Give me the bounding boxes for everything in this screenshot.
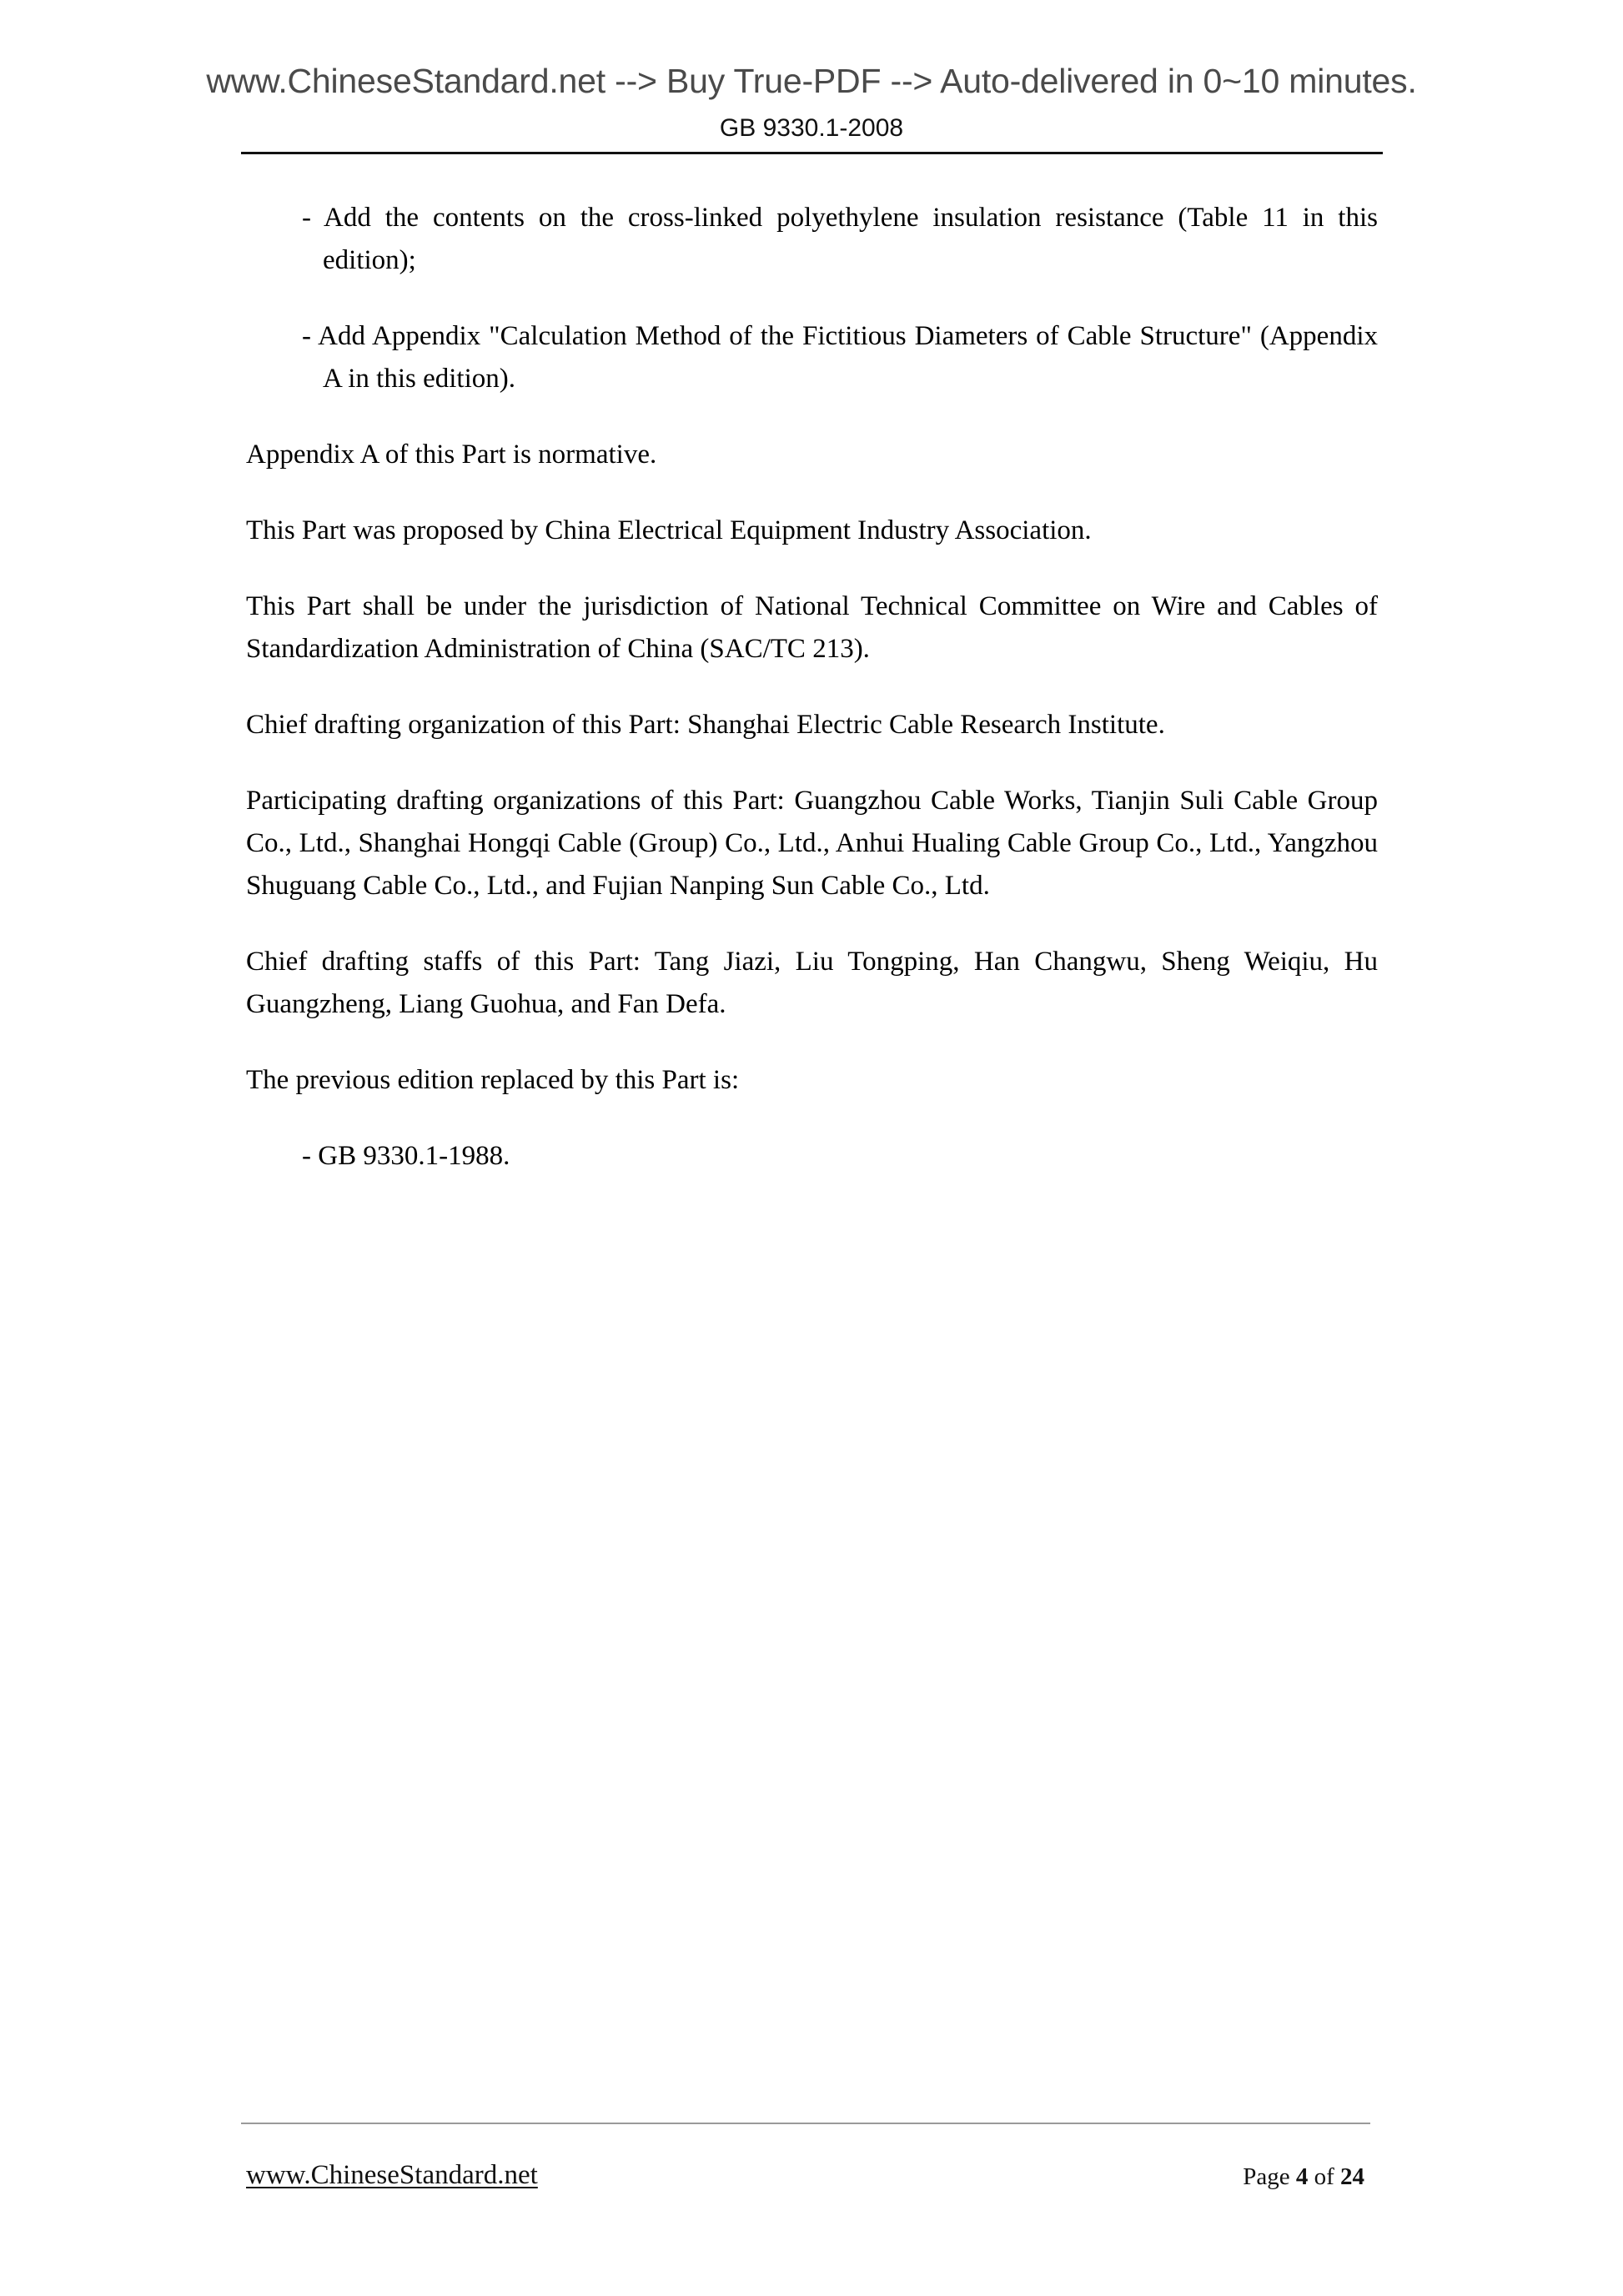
page-indicator xyxy=(1243,2162,1364,2192)
participating-organizations: Participating drafting organizations of this Part: Guangzhou Cable Works, Tianjin Suli Cable Group Co., Ltd., Shanghai Hongqi Cable (Group) Co., Ltd., Anhui Hualing Cable Group Co., Ltd., Yangzhou Shuguang Cable Co., Ltd., and Fujian Nanping Sun Cable Co., Ltd. xyxy=(246,786,1378,901)
appendix-normative-statement: Appendix A of this Part is normative. xyxy=(246,440,657,470)
change-item-table-11: - Add the contents on the cross-linked polyethylene insulation resistance (Table 11 in this edition); xyxy=(302,203,1378,275)
document-body xyxy=(246,197,1378,1211)
chief-drafting-staffs: Chief drafting staffs of this Part: Tang Jiazi, Liu Tongping, Han Changwu, Sheng Weiqiu, Hu Guangzheng, Liang Guohua, and Fan Defa. xyxy=(246,947,1378,1019)
footer-site-link[interactable]: www.ChineseStandard.net xyxy=(246,2160,538,2190)
page-prefix: Page xyxy=(1243,2163,1290,2190)
proposed-by-statement: This Part was proposed by China Electrical Equipment Industry Association. xyxy=(246,515,1092,545)
previous-edition-statement: The previous edition replaced by this Part is: xyxy=(246,1065,740,1095)
header-banner: www.ChineseStandard.net --> Buy True-PDF --> Auto-delivered in 0~10 minutes. xyxy=(206,62,1417,100)
chief-drafting-organization: Chief drafting organization of this Part: Shanghai Electric Cable Research Institute. xyxy=(246,710,1165,740)
header-divider xyxy=(241,152,1383,154)
jurisdiction-statement: This Part shall be under the jurisdiction of National Technical Committee on Wire and Cables of Standardization Administration of China (SAC/TC 213). xyxy=(246,591,1378,664)
change-item-appendix-a: - Add Appendix "Calculation Method of the Fictitious Diameters of Cable Structure" (Appendix A in this edition). xyxy=(302,321,1378,394)
total-page-count: 24 xyxy=(1340,2163,1364,2190)
current-page-number: 4 xyxy=(1295,2163,1309,2190)
footer-divider xyxy=(241,2123,1370,2124)
previous-edition-item: - GB 9330.1-1988. xyxy=(302,1141,510,1171)
page-of-label: of xyxy=(1314,2163,1334,2190)
document-code: GB 9330.1-2008 xyxy=(719,114,904,142)
